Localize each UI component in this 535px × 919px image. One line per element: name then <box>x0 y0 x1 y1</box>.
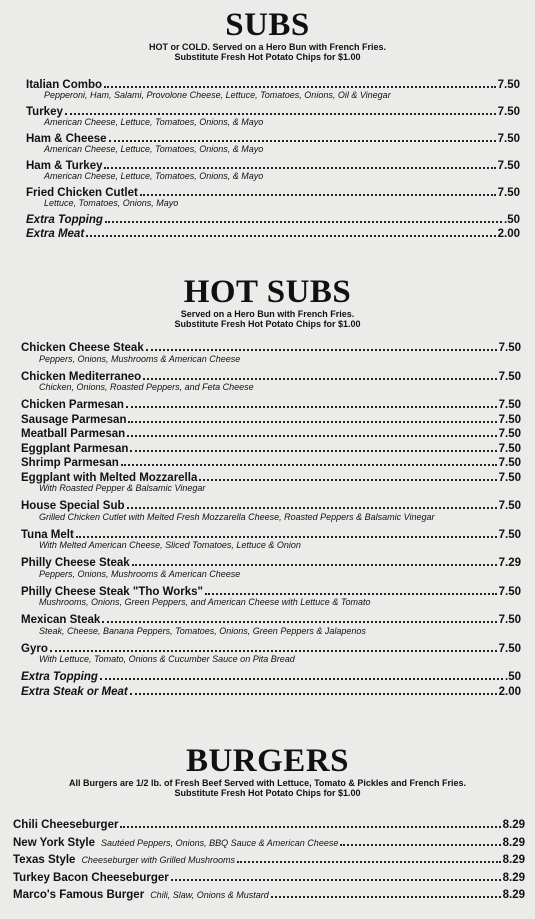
dot-leader <box>205 583 497 595</box>
item-name: Meatball Parmesan <box>21 428 126 440</box>
item-name: New York Style <box>13 836 96 849</box>
item-price: 7.50 <box>498 413 521 426</box>
menu-item <box>21 440 521 455</box>
section-subtitle: Substitute Fresh Hot Potato Chips for $1.00 <box>174 788 361 798</box>
section-title: BURGERS <box>185 743 350 779</box>
dot-leader <box>171 869 501 881</box>
menu-item <box>26 130 520 144</box>
item-price: 7.50 <box>498 642 521 655</box>
item-price: 2.00 <box>498 685 521 698</box>
item-price: 8.29 <box>502 889 525 901</box>
hot-subs-section <box>0 275 535 329</box>
item-name: Extra Meat <box>26 228 85 240</box>
dot-leader <box>121 454 497 466</box>
menu-item <box>26 103 520 117</box>
section-title: SUBS <box>225 7 310 43</box>
item-name: Italian Combo <box>26 79 103 91</box>
menu-item <box>21 368 521 383</box>
dot-leader <box>65 103 496 115</box>
item-price: 7.50 <box>497 106 520 118</box>
item-price: 7.50 <box>497 187 520 199</box>
item-price: 8.29 <box>502 854 525 866</box>
menu-item <box>21 411 521 426</box>
dot-leader <box>140 184 496 196</box>
menu-item <box>21 454 521 469</box>
item-price: 8.29 <box>502 871 525 884</box>
item-price: 7.50 <box>498 585 521 598</box>
dot-leader <box>86 225 495 237</box>
item-name: Turkey Bacon Cheeseburger <box>13 871 169 884</box>
dot-leader <box>104 157 495 169</box>
item-name: Chicken Mediterraneo <box>21 370 142 383</box>
menu-item <box>21 497 521 512</box>
item-price: 7.50 <box>498 442 521 455</box>
section-title: HOT SUBS <box>183 274 352 310</box>
item-name: Philly Cheese Steak <box>21 557 130 569</box>
item-name: Gyro <box>21 642 48 655</box>
dot-leader <box>340 834 500 846</box>
dot-leader <box>271 886 501 898</box>
section-subtitle: Served on a Hero Bun with French Fries. <box>180 309 355 319</box>
item-price: 7.50 <box>498 342 521 354</box>
menu-item <box>13 834 525 852</box>
item-price: 7.50 <box>498 457 521 469</box>
item-price: 7.50 <box>497 133 520 145</box>
item-description: With Roasted Pepper & Balsamic Vinegar <box>39 483 206 493</box>
item-name: House Special Sub <box>21 500 125 512</box>
menu-item <box>26 184 520 198</box>
item-price: 7.50 <box>498 471 521 484</box>
item-name: Ham & Cheese <box>26 133 107 145</box>
item-name: Chili Cheeseburger <box>13 819 119 831</box>
section-subtitle: Substitute Fresh Hot Potato Chips for $1.00 <box>174 52 361 62</box>
item-name: Extra Topping <box>21 671 98 683</box>
dot-leader <box>50 640 497 652</box>
dot-leader <box>126 396 497 408</box>
burgers-menu-list <box>13 816 525 904</box>
dot-leader <box>104 76 496 88</box>
item-name: Shrimp Parmesan <box>21 457 119 469</box>
menu-item <box>21 640 521 655</box>
menu-item <box>21 611 521 626</box>
dot-leader <box>127 425 496 437</box>
item-price: 7.50 <box>498 614 521 626</box>
subs-section <box>0 8 535 62</box>
dot-leader <box>100 668 503 680</box>
item-price: 7.50 <box>498 528 521 541</box>
dot-leader <box>143 368 496 380</box>
menu-item <box>21 668 521 683</box>
item-description: Grilled Chicken Cutlet with Melted Fresh Mozzarella Cheese, Roasted Peppers & Balsamic Vinegar <box>39 511 435 522</box>
item-description: Cheeseburger with Grilled Mushrooms <box>81 855 235 865</box>
item-description: American Cheese, Lettuce, Tomatoes, Onions, & Mayo <box>44 171 264 181</box>
item-description: Lettuce, Tomatoes, Onions, Mayo <box>44 198 179 208</box>
item-price: 7.50 <box>498 370 521 383</box>
menu-item <box>21 469 521 484</box>
item-name: Fried Chicken Cutlet <box>26 187 138 199</box>
item-price: 7.50 <box>498 428 521 440</box>
burgers-section <box>0 744 535 798</box>
item-name: Eggplant Parmesan <box>21 442 129 455</box>
item-price: .50 <box>505 671 521 683</box>
menu-item <box>26 211 520 225</box>
menu-item <box>21 396 521 411</box>
section-subtitle: All Burgers are 1/2 lb. of Fresh Beef Served with Lettuce, Tomato & Pickles and French Fries. <box>69 778 466 788</box>
item-name: Mexican Steak <box>21 614 101 626</box>
item-name: Tuna Melt <box>21 528 74 541</box>
section-subtitle: Substitute Fresh Hot Potato Chips for $1.00 <box>174 319 361 329</box>
menu-item <box>13 869 525 887</box>
item-name: Philly Cheese Steak "Tho Works" <box>21 585 203 598</box>
item-description: Pepperoni, Ham, Salami, Provolone Cheese, Lettuce, Tomatoes, Onions, Oil & Vinegar <box>44 90 391 100</box>
dot-leader <box>105 211 502 223</box>
item-name: Ham & Turkey <box>26 160 103 172</box>
item-description: Chicken, Onions, Roasted Peppers, and Feta Cheese <box>39 382 254 392</box>
menu-item <box>26 225 520 239</box>
item-description: American Cheese, Lettuce, Tomatoes, Onions, & Mayo <box>44 117 264 127</box>
item-description: With Lettuce, Tomato, Onions & Cucumber Sauce on Pita Bread <box>39 654 295 664</box>
menu-item <box>21 683 521 698</box>
item-description: American Cheese, Lettuce, Tomatoes, Onions, & Mayo <box>44 144 264 154</box>
menu-item <box>13 851 525 869</box>
dot-leader <box>102 611 496 623</box>
item-name: Marco's Famous Burger <box>13 889 145 901</box>
item-name: Chicken Parmesan <box>21 399 124 411</box>
item-description: Sautéed Peppers, Onions, BBQ Sauce & American Cheese <box>101 837 339 848</box>
dot-leader <box>76 526 497 538</box>
item-price: 7.50 <box>497 79 520 91</box>
subs-menu-list <box>26 76 520 239</box>
menu-item <box>26 76 520 90</box>
dot-leader <box>109 130 496 142</box>
item-price: 7.50 <box>497 160 520 172</box>
item-price: 7.50 <box>498 500 521 512</box>
dot-leader <box>127 497 497 509</box>
menu-item <box>21 526 521 541</box>
item-name: Eggplant with Melted Mozzarella <box>21 471 198 484</box>
hot-subs-menu-list <box>21 339 521 697</box>
dot-leader <box>199 469 496 481</box>
item-name: Turkey <box>26 106 63 118</box>
item-description: Steak, Cheese, Banana Peppers, Tomatoes, Onions, Green Peppers & Jalapenos <box>39 625 366 636</box>
item-description: With Melted American Cheese, Sliced Tomatoes, Lettuce & Onion <box>39 540 301 550</box>
item-description: Peppers, Onions, Mushrooms & American Cheese <box>39 568 241 579</box>
item-name: Extra Steak or Meat <box>21 685 128 698</box>
menu-item <box>21 339 521 354</box>
item-name: Texas Style <box>13 854 76 866</box>
menu-item <box>21 554 521 569</box>
dot-leader <box>237 851 501 863</box>
dot-leader <box>146 339 497 351</box>
item-name: Chicken Cheese Steak <box>21 342 144 354</box>
item-description: Chili, Slaw, Onions & Mustard <box>150 890 269 900</box>
menu-item <box>13 816 525 834</box>
menu-item <box>13 886 525 904</box>
menu-item <box>21 425 521 440</box>
item-description: Peppers, Onions, Mushrooms & American Cheese <box>39 353 241 364</box>
dot-leader <box>132 554 497 566</box>
item-price: 7.50 <box>498 399 521 411</box>
menu-item <box>26 157 520 171</box>
item-price: 8.29 <box>502 819 525 831</box>
item-price: 7.29 <box>498 557 521 569</box>
section-subtitle: HOT or COLD. Served on a Hero Bun with French Fries. <box>148 42 387 52</box>
item-price: 8.29 <box>502 836 525 849</box>
dot-leader <box>130 440 496 452</box>
menu-item <box>21 583 521 598</box>
item-name: Sausage Parmesan <box>21 413 127 426</box>
item-description: Mushrooms, Onions, Green Peppers, and American Cheese with Lettuce & Tomato <box>39 597 371 607</box>
item-name: Extra Topping <box>26 214 103 226</box>
item-price: 2.00 <box>497 228 520 240</box>
dot-leader <box>128 411 496 423</box>
dot-leader <box>130 683 497 695</box>
item-price: .50 <box>504 214 520 226</box>
dot-leader <box>120 816 500 828</box>
